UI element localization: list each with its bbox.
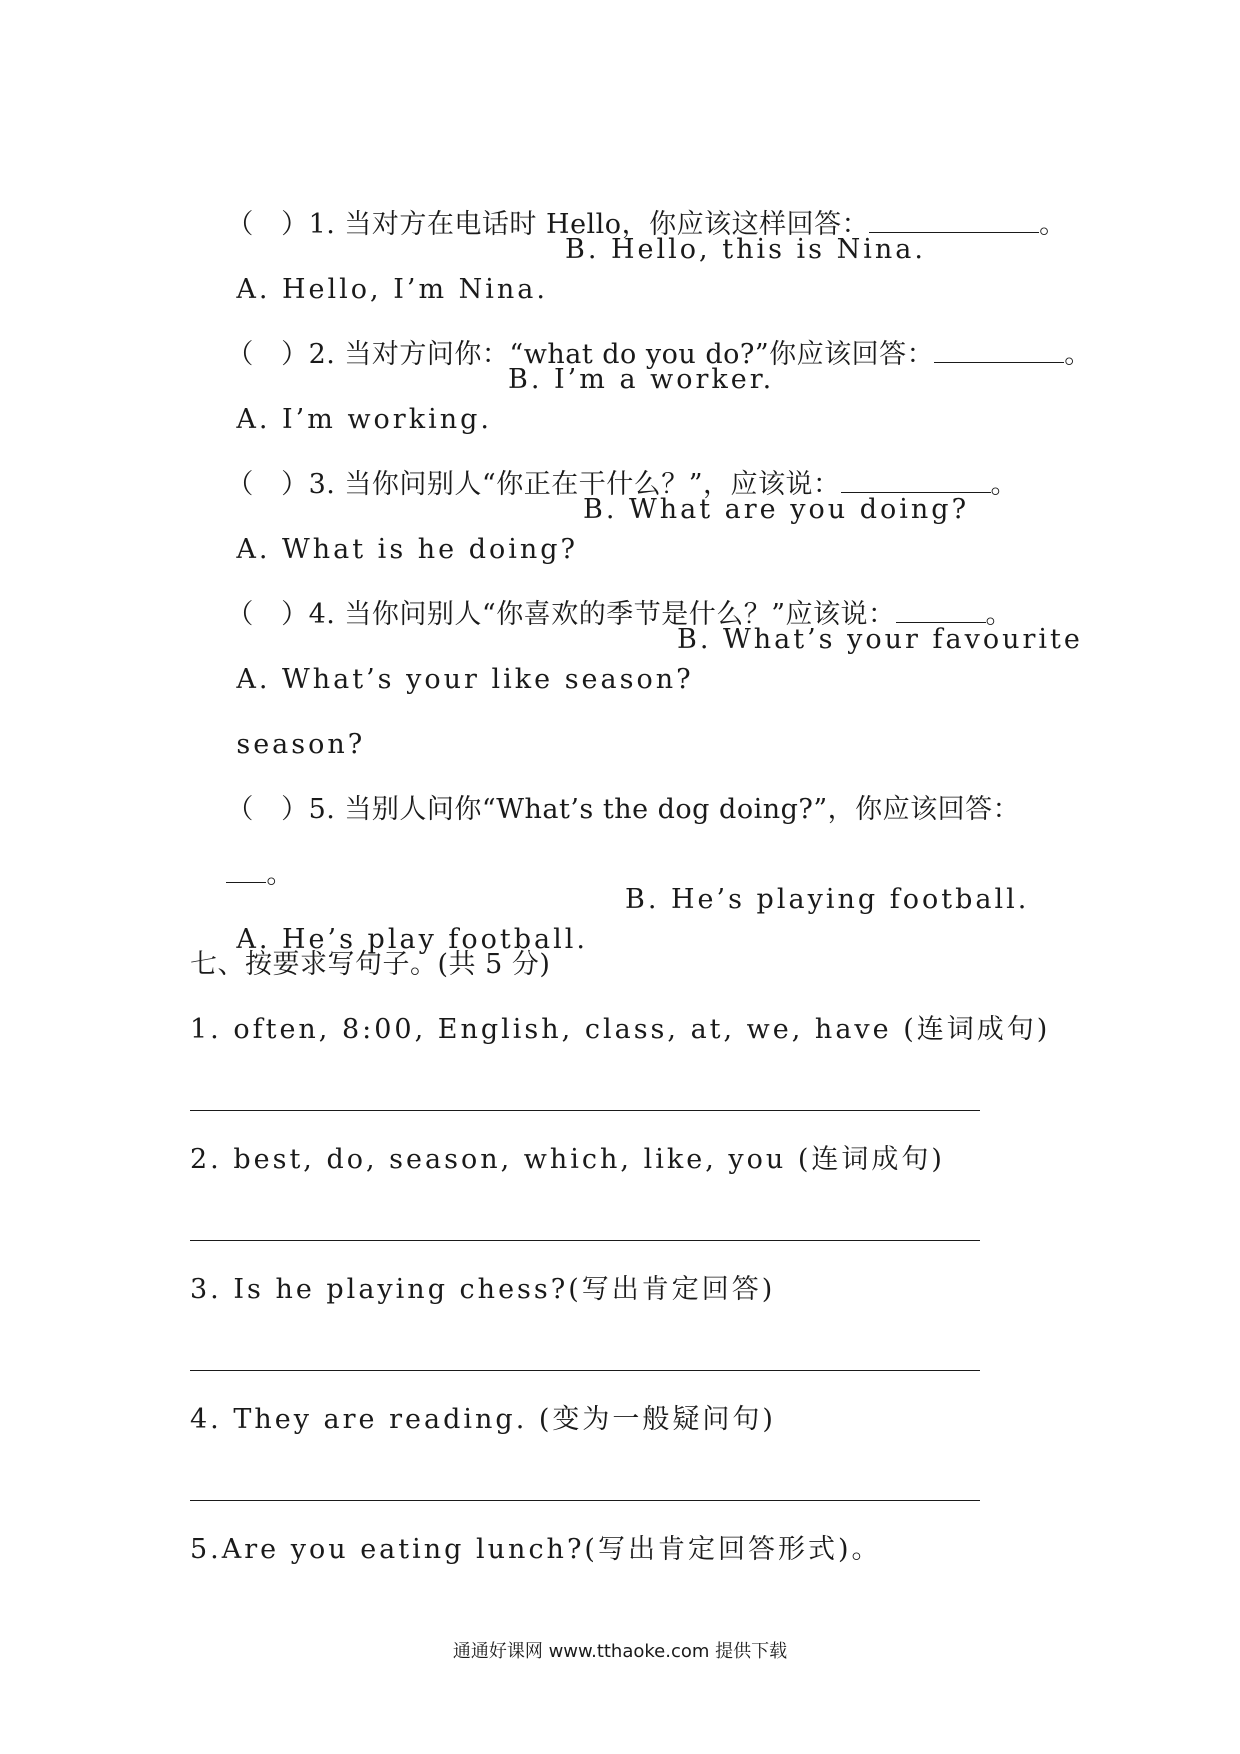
writing-line-2[interactable] (190, 1240, 980, 1241)
question-3 (190, 425, 1070, 500)
section-7-item-3: 3. Is he playing chess?(写出肯定回答) (190, 1274, 776, 1305)
question-5-option-a: A. He’s play football. (236, 924, 588, 955)
question-5-options (190, 880, 1070, 955)
question-4-option-b-cont: season? (236, 729, 366, 760)
section-7-item-1: 1. often, 8:00, English, class, at, we, have (连词成句) (190, 1014, 1051, 1045)
question-2-option-a: A. I’m working. (236, 404, 492, 435)
question-5 (190, 750, 1070, 825)
answer-blank-5[interactable] (226, 856, 266, 883)
section-7-item-2: 2. best, do, season, which, like, you (连词成句) (190, 1144, 945, 1175)
question-1-options (190, 230, 1070, 305)
question-5-option-b: B. He’s playing football. (625, 884, 1030, 915)
question-4-prompt: （ ）4. 当你问别人“你喜欢的季节是什么？”应该说： (226, 599, 896, 630)
question-3-prompt: （ ）3. 当你问别人“你正在干什么？”，应该说： (226, 469, 841, 500)
question-5-blank-line (190, 815, 1070, 890)
question-3-options (190, 490, 1070, 565)
question-1-end: 。 (1039, 209, 1067, 240)
question-3-option-b: B. What are you doing? (583, 494, 970, 525)
section-7-item-5: 5.Are you eating lunch?(写出肯定回答形式)。 (190, 1534, 882, 1565)
answer-blank-1[interactable] (869, 206, 1039, 233)
question-1-option-a: A. Hello, I’m Nina. (236, 274, 548, 305)
question-4-options (190, 620, 1083, 695)
section-7-item-4: 4. They are reading. (变为一般疑问句) (190, 1404, 776, 1435)
question-5-prompt: （ ）5. 当别人问你“What’s the dog doing?”，你应该回答： (226, 794, 1021, 825)
question-4 (190, 555, 1070, 630)
question-1-option-b: B. Hello, this is Nina. (565, 234, 926, 265)
answer-blank-3[interactable] (841, 466, 991, 493)
question-4-option-b: B. What’s your favourite (677, 624, 1083, 655)
writing-line-3[interactable] (190, 1370, 980, 1371)
question-2-prompt: （ ）2. 当对方问你：“what do you do?”你应该回答： (226, 339, 935, 370)
question-4-option-b-continued (190, 685, 1070, 760)
question-2-options (190, 360, 1070, 435)
question-4-option-a: A. What’s your like season? (236, 664, 694, 695)
section-7-heading: 七、按要求写句子。(共 5 分) (190, 949, 551, 980)
page-footer: 通通好课网 www.tthaoke.com 提供下载 (452, 1641, 788, 1662)
writing-line-4[interactable] (190, 1500, 980, 1501)
question-4-end: 。 (985, 599, 1014, 630)
question-1-prompt: （ ）1. 当对方在电话时 Hello，你应该这样回答： (226, 209, 870, 240)
question-1 (190, 165, 1070, 240)
answer-blank-4[interactable] (896, 596, 986, 623)
question-3-end: 。 (990, 469, 1019, 500)
question-2-option-b: B. I’m a worker. (508, 364, 775, 395)
question-3-option-a: A. What is he doing? (236, 534, 579, 565)
question-5-end: 。 (266, 859, 294, 890)
writing-line-1[interactable] (190, 1110, 980, 1111)
question-2-end: 。 (1064, 339, 1092, 370)
question-2 (190, 295, 1092, 370)
answer-blank-2[interactable] (934, 336, 1064, 363)
